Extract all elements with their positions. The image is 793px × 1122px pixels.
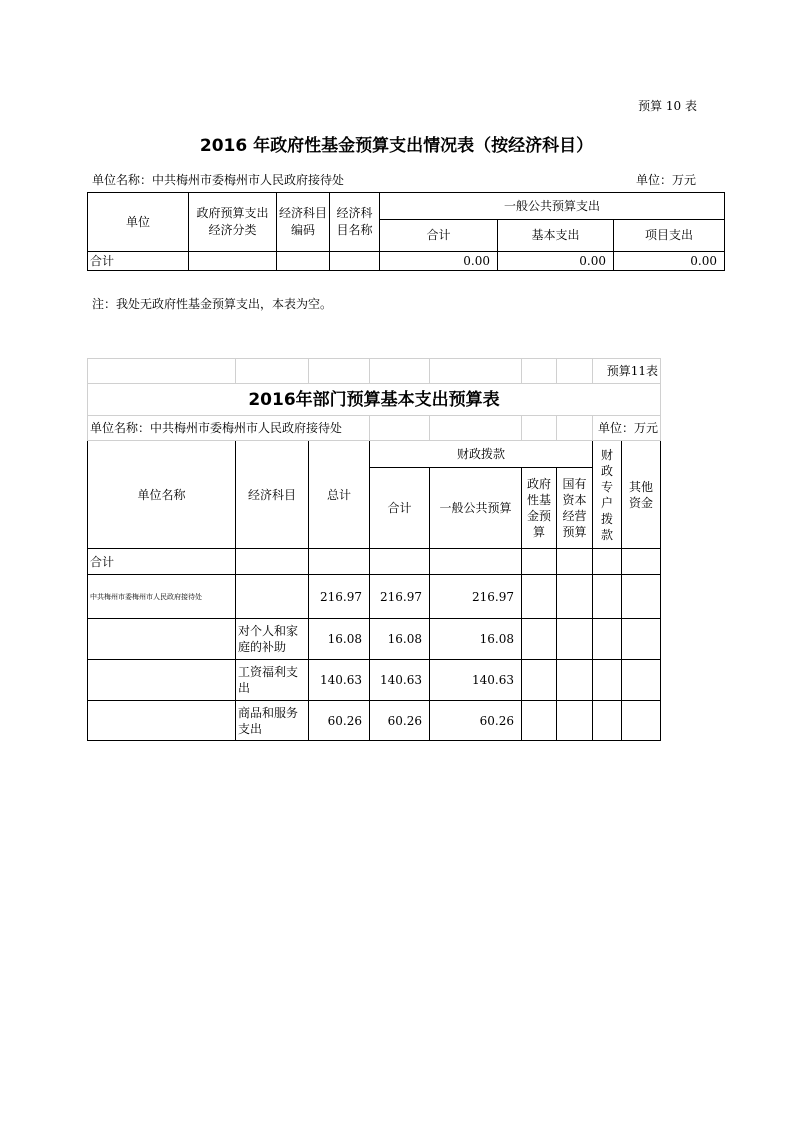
- row-subtotal: 16.08: [370, 619, 430, 660]
- header-total: 总计: [309, 441, 370, 549]
- header-econ-name: 经济科目名称: [330, 193, 380, 252]
- row-general: 216.97: [430, 575, 522, 619]
- row-econ: [236, 575, 309, 619]
- table1-unit-name: 单位名称：中共梅州市委梅州市人民政府接待处: [92, 173, 345, 187]
- header-other: 其他资金: [622, 441, 661, 549]
- table2: [87, 358, 661, 741]
- table1: [87, 192, 725, 271]
- row-econ: 对个人和家庭的补助: [236, 619, 309, 660]
- table2-title: 2016年部门预算基本支出预算表: [88, 384, 661, 416]
- header-general: 一般公共预算支出: [380, 193, 725, 220]
- table2-unit-name: 单位名称：中共梅州市委梅州市人民政府接待处: [88, 416, 370, 441]
- total-label: 合计: [88, 549, 236, 575]
- table2-label: 预算11表: [593, 359, 661, 384]
- table-row: [88, 701, 661, 741]
- row-total: 140.63: [309, 660, 370, 701]
- basic-value: 0.00: [498, 252, 614, 271]
- row-subtotal: 140.63: [370, 660, 430, 701]
- header-gov-budget: 政府预算支出经济分类: [189, 193, 277, 252]
- row-total: 60.26: [309, 701, 370, 741]
- total-value: 0.00: [380, 252, 498, 271]
- header-project: 项目支出: [614, 220, 725, 252]
- header-general: 一般公共预算: [430, 468, 522, 549]
- table-row: [88, 549, 661, 575]
- header-unit: 单位: [88, 193, 189, 252]
- header-state-capital: 国有资本经营预算: [557, 468, 593, 549]
- row-unit: [88, 619, 236, 660]
- row-general: 140.63: [430, 660, 522, 701]
- table-row: [88, 660, 661, 701]
- row-subtotal: 216.97: [370, 575, 430, 619]
- table2-unit: 单位：万元: [593, 416, 661, 441]
- row-unit: [88, 660, 236, 701]
- header-fiscal: 财政拨款: [370, 441, 593, 468]
- header-basic: 基本支出: [498, 220, 614, 252]
- header-econ: 经济科目: [236, 441, 309, 549]
- row-econ: 商品和服务支出: [236, 701, 309, 741]
- table-row: [88, 619, 661, 660]
- row-total: 216.97: [309, 575, 370, 619]
- header-econ-code: 经济科目编码: [277, 193, 330, 252]
- table1-note: 注：我处无政府性基金预算支出，本表为空。: [92, 297, 333, 311]
- row-total: 16.08: [309, 619, 370, 660]
- total-label: 合计: [88, 252, 189, 271]
- table1-label: 预算 10 表: [638, 99, 697, 113]
- header-subtotal: 合计: [370, 468, 430, 549]
- table-row: [88, 252, 725, 271]
- row-unit: [88, 701, 236, 741]
- header-unit-name: 单位名称: [88, 441, 236, 549]
- row-general: 16.08: [430, 619, 522, 660]
- header-total: 合计: [380, 220, 498, 252]
- row-subtotal: 60.26: [370, 701, 430, 741]
- row-unit: 中共梅州市委梅州市人民政府接待处: [88, 575, 236, 619]
- header-gov-fund: 政府性基金预算: [522, 468, 557, 549]
- table1-title: 2016 年政府性基金预算支出情况表（按经济科目）: [199, 136, 594, 156]
- table-row: [88, 575, 661, 619]
- header-special: 财政专户拨款: [593, 441, 622, 549]
- project-value: 0.00: [614, 252, 725, 271]
- row-general: 60.26: [430, 701, 522, 741]
- row-econ: 工资福利支出: [236, 660, 309, 701]
- table1-unit: 单位：万元: [635, 173, 696, 187]
